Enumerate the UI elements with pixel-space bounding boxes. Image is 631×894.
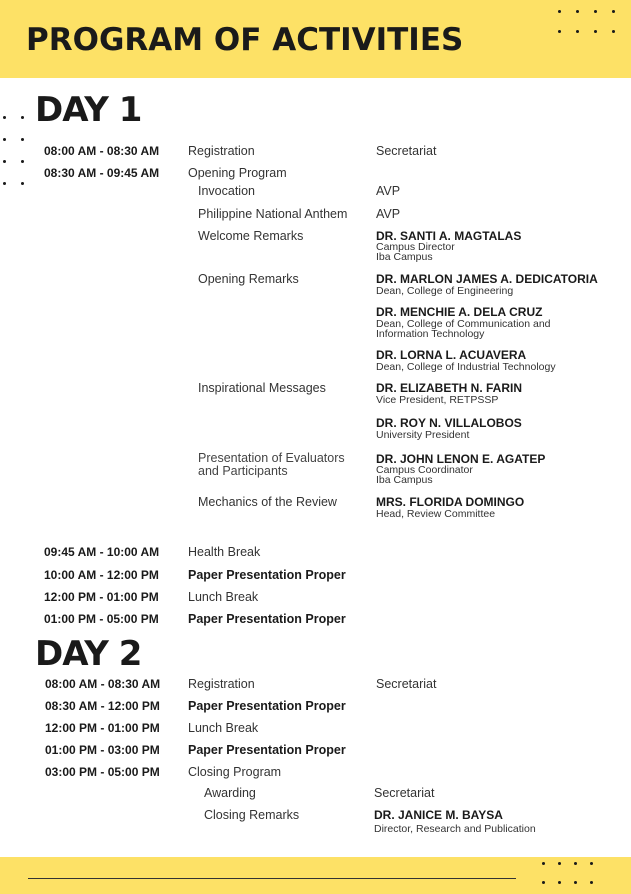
in-charge: Secretariat [376, 144, 437, 158]
in-charge: Secretariat [376, 677, 437, 691]
program-item: Awarding [204, 786, 256, 800]
program-item: Inspirational Messages [198, 381, 326, 395]
activity: Paper Presentation Proper [188, 699, 346, 713]
person-role: University President [376, 429, 470, 441]
person-name: DR. MARLON JAMES A. DEDICATORIA [376, 272, 598, 286]
person-role: Vice President, RETPSSP [376, 394, 499, 406]
time-slot: 03:00 PM - 05:00 PM [45, 765, 160, 779]
time-slot: 01:00 PM - 05:00 PM [44, 612, 159, 626]
activity: Registration [188, 677, 255, 691]
header-band [0, 0, 631, 78]
time-slot: 09:45 AM - 10:00 AM [44, 545, 160, 559]
person-name: DR. JANICE M. BAYSA [374, 808, 503, 822]
day1-heading: DAY 1 [35, 90, 142, 130]
person-name: DR. MENCHIE A. DELA CRUZ [376, 305, 543, 319]
person-role: Dean, College of Industrial Technology [376, 361, 556, 373]
day2-heading: DAY 2 [35, 634, 142, 674]
program-item: Invocation [198, 184, 255, 198]
program-by: AVP [376, 207, 401, 221]
person-name: DR. ROY N. VILLALOBOS [376, 416, 522, 430]
person-role: Campus Coordinator [376, 464, 473, 476]
time-slot: 12:00 PM - 01:00 PM [45, 721, 160, 735]
page-title: PROGRAM OF ACTIVITIES [26, 22, 464, 58]
person-role: Dean, College of Communication and [376, 318, 551, 330]
person-name: DR. ELIZABETH N. FARIN [376, 381, 522, 395]
person-role: Head, Review Committee [376, 508, 496, 520]
person-role: Iba Campus [376, 474, 433, 486]
person-name: DR. LORNA L. ACUAVERA [376, 348, 527, 362]
activity: Paper Presentation Proper [188, 743, 346, 757]
program-item: Welcome Remarks [198, 229, 304, 243]
time-slot: 12:00 PM - 01:00 PM [44, 590, 159, 604]
footer-divider [28, 878, 516, 879]
program-by: Secretariat [374, 786, 435, 800]
activity: Paper Presentation Proper [188, 612, 346, 626]
time-slot: 08:00 AM - 08:30 AM [45, 677, 161, 691]
program-item: Philippine National Anthem [198, 207, 348, 221]
person-role: Information Technology [376, 328, 485, 340]
time-slot: 01:00 PM - 03:00 PM [45, 743, 160, 757]
time-slot: 10:00 AM - 12:00 PM [44, 568, 159, 582]
person-role: Iba Campus [376, 251, 433, 263]
time-slot: 08:30 AM - 12:00 PM [45, 699, 160, 713]
person-name: DR. SANTI A. MAGTALAS [376, 229, 522, 243]
activity: Lunch Break [188, 721, 259, 735]
activity: Closing Program [188, 765, 282, 779]
activity: Health Break [188, 545, 261, 559]
person-role: Director, Research and Publication [374, 823, 536, 835]
program-item: Opening Remarks [198, 272, 299, 286]
time-slot: 08:30 AM - 09:45 AM [44, 166, 160, 180]
program-item: Presentation of Evaluators and Participants [198, 451, 345, 478]
activity: Registration [188, 144, 255, 158]
person-name: MRS. FLORIDA DOMINGO [376, 495, 525, 509]
program-by: AVP [376, 184, 401, 198]
program-item: Mechanics of the Review [198, 495, 337, 509]
person-role: Campus Director [376, 241, 455, 253]
program-item: Closing Remarks [204, 808, 300, 822]
activity: Opening Program [188, 166, 287, 180]
activity: Paper Presentation Proper [188, 568, 346, 582]
person-name: DR. JOHN LENON E. AGATEP [376, 452, 546, 466]
time-slot: 08:00 AM - 08:30 AM [44, 144, 160, 158]
footer-band [0, 857, 631, 894]
person-role: Dean, College of Engineering [376, 285, 514, 297]
activity: Lunch Break [188, 590, 259, 604]
